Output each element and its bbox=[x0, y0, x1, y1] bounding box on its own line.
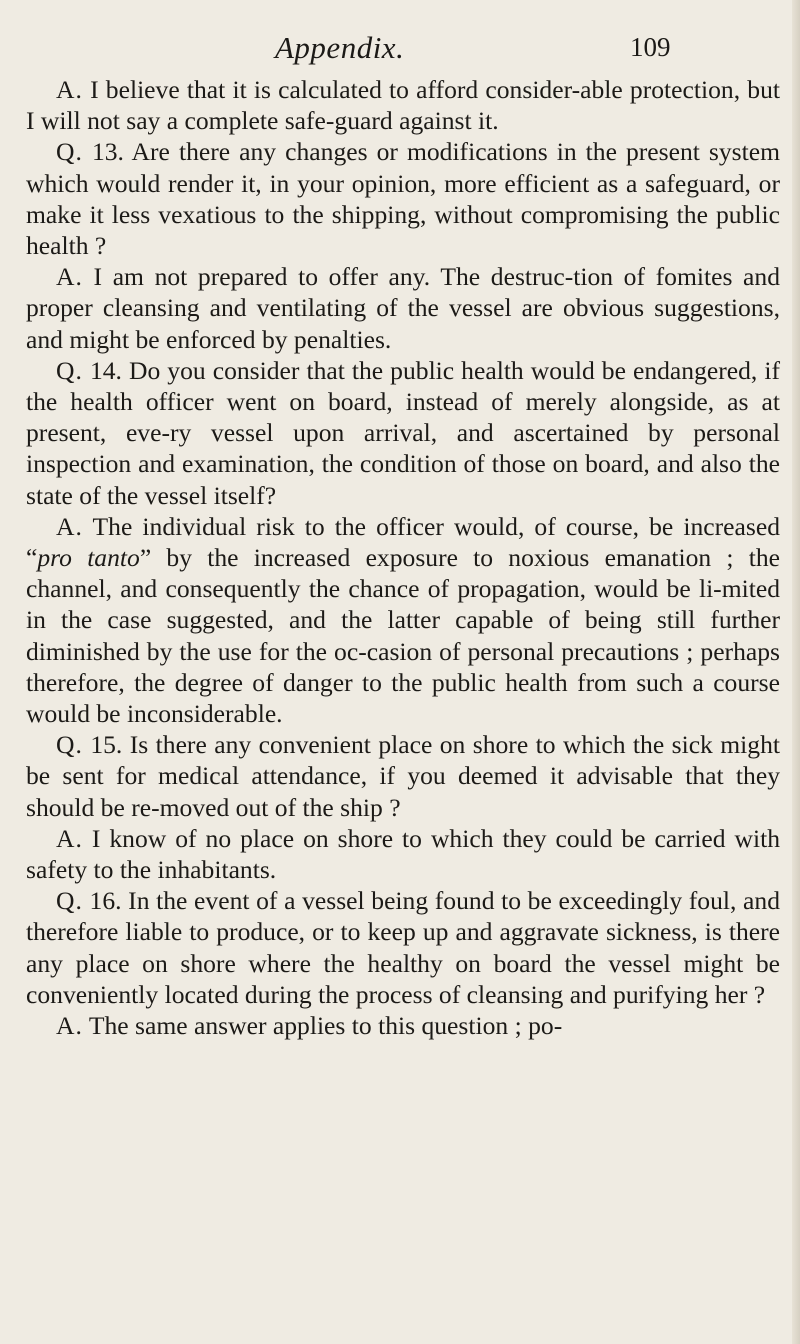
paragraph-answer bbox=[26, 261, 780, 355]
paragraph-text: The same answer applies to this question ; po- bbox=[88, 1011, 563, 1041]
speaker-label: A. bbox=[56, 1011, 83, 1041]
paragraph-text: I know of no place on shore to which they could be carried with safety to the inhabitants. bbox=[26, 823, 780, 885]
paragraph-question bbox=[26, 729, 780, 823]
paragraph-question bbox=[26, 885, 780, 1010]
paragraph-text: I believe that it is calculated to afford consider-able protection, but I will not say a complete safe-guard against it. bbox=[26, 75, 780, 136]
paragraph-text: 13. Are there any changes or modifications in the present system which would render it, in your opinion, more efficient as a safeguard, or make it less vexatious to the shipping, without compromising the public health ? bbox=[26, 137, 781, 261]
paragraph-text: The individual risk to the officer would, of course, be increased “ bbox=[26, 511, 781, 573]
speaker-label: A. bbox=[56, 823, 83, 853]
paragraph-text: I am not prepared to offer any. The destruc-tion of fomites and proper cleansing and ventilating of the vessel are obvious suggestions, and might be enforced by penalties. bbox=[26, 262, 780, 354]
paragraph-text: ” by the increased exposure to noxious emanation ; the channel, and consequently the chance of propagation, would be li-mited in the case suggested, and the latter capable of being still further diminished by the use for the oc-casion of personal precautions ; perhaps therefore, the degree of danger to the public health from such a course would be inconsiderable. bbox=[26, 543, 781, 729]
paragraph-answer bbox=[26, 1010, 780, 1041]
paragraph-question bbox=[26, 136, 780, 261]
speaker-label: Q. bbox=[56, 730, 83, 760]
paragraph-question bbox=[26, 355, 780, 511]
page-header bbox=[0, 30, 800, 74]
paragraph-answer bbox=[26, 511, 780, 729]
speaker-label: Q. bbox=[56, 886, 83, 916]
paragraph-text: 14. Do you consider that the public health would be endangered, if the health officer went on board, instead of merely alongside, as at present, eve-ry vessel upon arrival, and ascertained by personal inspection and examination, the condition of those on board, and also the state of the vessel itself? bbox=[26, 355, 780, 510]
speaker-label: Q. bbox=[56, 355, 83, 385]
running-head: Appendix. bbox=[275, 30, 405, 65]
speaker-label: A. bbox=[56, 262, 83, 292]
page-number: 109 bbox=[630, 32, 671, 62]
paragraph-answer bbox=[26, 74, 780, 136]
paragraph-text: 15. Is there any convenient place on shore to which the sick might be sent for medical attendance, if you deemed it advisable that they should be re-moved out of the ship ? bbox=[26, 730, 780, 822]
paragraph-text: 16. In the event of a vessel being found to be exceedingly foul, and therefore liable to produce, or to keep up and aggravate sickness, is there any place on shore where the healthy on board the vessel might be conveniently located during the process of cleansing and purifying her ? bbox=[26, 886, 780, 1009]
body-text bbox=[26, 74, 780, 1041]
speaker-label: A. bbox=[56, 75, 83, 104]
page-edge bbox=[792, 0, 800, 1344]
speaker-label: A. bbox=[56, 511, 83, 541]
paragraph-answer bbox=[26, 823, 780, 885]
speaker-label: Q. bbox=[56, 137, 83, 167]
italic-phrase: pro tanto bbox=[37, 543, 140, 573]
